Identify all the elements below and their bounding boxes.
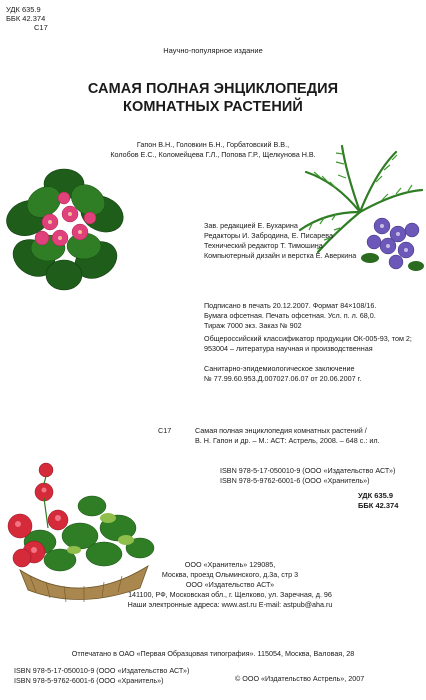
printing-house: Отпечатано в ОАО «Первая Образцовая типография». 115054, Москва, Валовая, 28 bbox=[71, 649, 355, 658]
book-title bbox=[0, 80, 426, 116]
sanitary-line: № 77.99.60.953.Д.007027.06.07 от 20.06.2007 г. bbox=[204, 374, 362, 383]
editorial-line: Зав. редакцией Е. Бухарина bbox=[204, 221, 298, 230]
african-violet-pink-image bbox=[4, 160, 126, 292]
bbk-code: ББК 42.374 bbox=[6, 14, 46, 23]
publication-type: Научно-популярное издание bbox=[163, 46, 263, 55]
product-classifier bbox=[204, 334, 412, 354]
isbn-line: ISBN 978-5-17-050010-9 (ООО «Издательство АСТ») bbox=[220, 466, 396, 475]
sanitary-certificate bbox=[204, 364, 361, 384]
bibliographic-line: В. Н. Гапон и др. – М.: АСТ: Астрель, 2008. – 648 с.: ил. bbox=[195, 436, 380, 445]
editorial-line: Компьютерный дизайн и верстка Е. Аверкина bbox=[204, 251, 357, 260]
print-info-line: Бумага офсетная. Печать офсетная. Усл. п. л. 68,0. bbox=[204, 311, 376, 320]
publisher-line: ООО «Хранитель» 129085, bbox=[184, 560, 276, 569]
isbn-line: ISBN 978-5-9762-6001-6 (ООО «Хранитель») bbox=[14, 676, 164, 685]
book-title-line1: САМАЯ ПОЛНАЯ ЭНЦИКЛОПЕДИЯ bbox=[87, 81, 339, 97]
isbn-block-bottom bbox=[14, 666, 189, 686]
editorial-staff bbox=[204, 221, 356, 261]
publisher-line: ООО «Издательство АСТ» bbox=[185, 580, 275, 589]
bibliographic-index: С17 bbox=[158, 426, 172, 435]
editorial-line: Редакторы И. Забродина, Е. Писарева bbox=[204, 231, 334, 240]
udk-code: УДК 635.9 bbox=[6, 5, 41, 14]
udk-code: УДК 635.9 bbox=[358, 491, 394, 500]
print-info-line: Тираж 7000 экз. Заказ № 902 bbox=[204, 321, 302, 330]
library-codes bbox=[6, 5, 48, 32]
book-title-line2: КОМНАТНЫХ РАСТЕНИЙ bbox=[123, 99, 303, 115]
bibliographic-line: Самая полная энциклопедия комнатных растений / bbox=[195, 426, 367, 435]
copyright-notice: © ООО «Издательство Астрель», 2007 bbox=[235, 674, 365, 683]
isbn-line: ISBN 978-5-17-050010-9 (ООО «Издательство АСТ») bbox=[14, 666, 190, 675]
authors-line2: Колобов Е.С., Коломейцева Г.Л., Попова Г.Р., Щелкунова Н.В. bbox=[110, 150, 316, 159]
publisher-line: 141100, РФ, Московская обл., г. Щелково, ул. Заречная, д. 96 bbox=[128, 590, 332, 599]
classifier-line: 953004 – литература научная и производственная bbox=[204, 344, 373, 353]
library-codes-bottom bbox=[358, 491, 398, 511]
publisher-line: Москва, проезд Ольминского, д.3а, стр 3 bbox=[161, 570, 299, 579]
classifier-line: Общероссийский классификатор продукции ОК-005-93, том 2; bbox=[204, 334, 412, 343]
print-info-line: Подписано в печать 20.12.2007. Формат 84×108/16. bbox=[204, 301, 377, 310]
publisher-info bbox=[110, 560, 350, 610]
author-mark: С17 bbox=[34, 23, 48, 32]
editorial-line: Технический редактор Т. Тимошина bbox=[204, 241, 323, 250]
isbn-block bbox=[220, 466, 395, 486]
authors-line1: Гапон В.Н., Головкин Б.Н., Горбатовский В.В., bbox=[136, 140, 290, 149]
print-info bbox=[204, 301, 376, 331]
sanitary-line: Санитарно-эпидемиологическое заключение bbox=[204, 364, 355, 373]
bbk-code: ББК 42.374 bbox=[358, 501, 399, 510]
publisher-line: Наши электронные адреса: www.ast.ru E-mail: astpub@aha.ru bbox=[127, 600, 333, 609]
isbn-line: ISBN 978-5-9762-6001-6 (ООО «Хранитель») bbox=[220, 476, 370, 485]
